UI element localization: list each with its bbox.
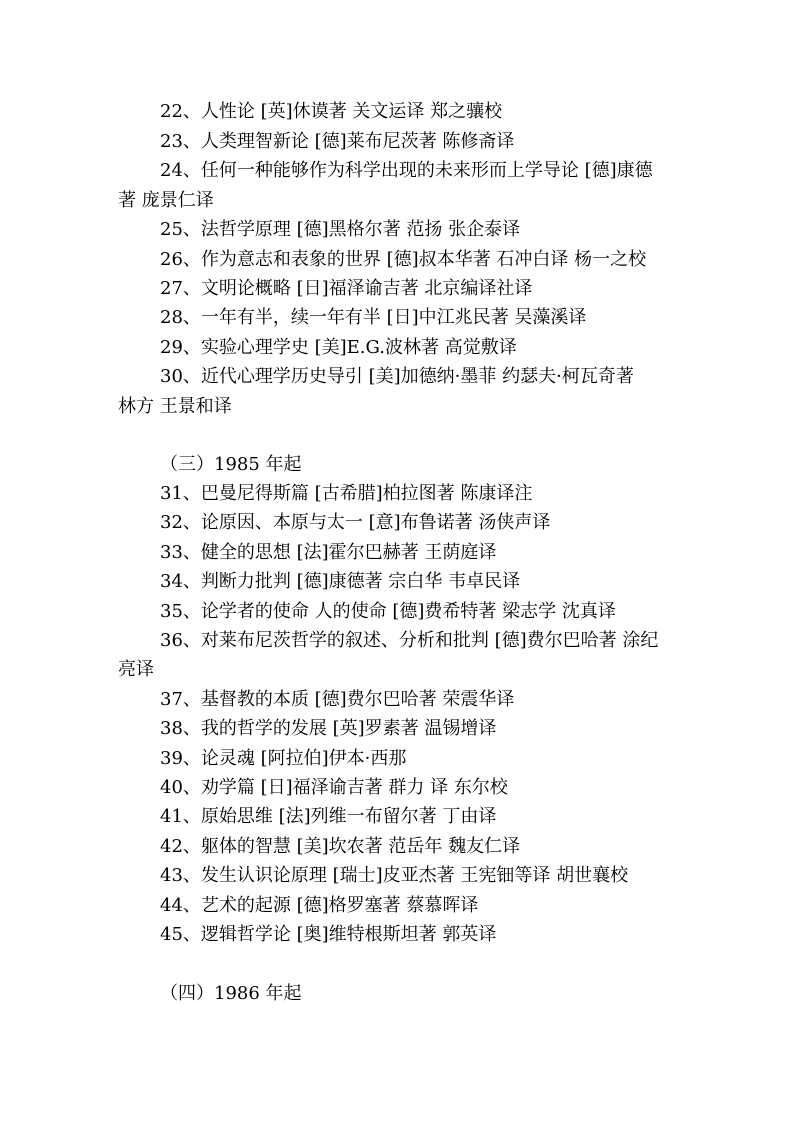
section-heading: （四）1986 年起 xyxy=(160,983,302,1004)
list-item: 39、论灵魂 [阿拉伯]伊本·西那 xyxy=(160,748,407,769)
list-item: 32、论原因、本原与太一 [意]布鲁诺著 汤侠声译 xyxy=(160,512,551,533)
list-item: 37、基督教的本质 [德]费尔巴哈著 荣震华译 xyxy=(160,689,515,710)
list-item: 43、发生认识论原理 [瑞士]皮亚杰著 王宪钿等译 胡世襄校 xyxy=(160,865,629,886)
list-item: 42、躯体的智慧 [美]坎农著 范岳年 魏友仁译 xyxy=(160,836,521,857)
list-item: 25、法哲学原理 [德]黑格尔著 范扬 张企泰译 xyxy=(160,219,521,240)
list-item: 24、任何一种能够作为科学出现的未来形而上学导论 [德]康德 xyxy=(160,160,653,181)
list-item: 45、逻辑哲学论 [奥]维特根斯坦著 郭英译 xyxy=(160,924,497,945)
list-item: 36、对莱布尼茨哲学的叙述、分析和批判 [德]费尔巴哈著 涂纪 xyxy=(160,630,659,651)
list-item: 28、一年有半，续一年有半 [日]中江兆民著 吴藻溪译 xyxy=(160,307,587,328)
list-item: 33、健全的思想 [法]霍尔巴赫著 王荫庭译 xyxy=(160,542,497,563)
list-item: 29、实验心理学史 [美]E.G.波林著 高觉敷译 xyxy=(160,337,517,358)
list-item: 30、近代心理学历史导引 [美]加德纳·墨菲 约瑟夫·柯瓦奇著 xyxy=(160,366,634,387)
list-item: 44、艺术的起源 [德]格罗塞著 蔡慕晖译 xyxy=(160,895,479,916)
list-item: 27、文明论概略 [日]福泽谕吉著 北京编译社译 xyxy=(160,278,533,299)
list-item-continuation: 亮译 xyxy=(118,659,154,680)
list-item: 41、原始思维 [法]列维一布留尔著 丁由译 xyxy=(160,806,497,827)
list-item-continuation: 林方 王景和译 xyxy=(118,396,232,417)
section-heading: （三）1985 年起 xyxy=(160,454,302,475)
list-item: 40、劝学篇 [日]福泽谕吉著 群力 译 东尔校 xyxy=(160,777,508,798)
list-item-continuation: 著 庞景仁译 xyxy=(118,190,214,211)
list-item: 22、人性论 [英]休谟著 关文运译 郑之骧校 xyxy=(160,101,503,122)
list-item: 34、判断力批判 [德]康德著 宗白华 韦卓民译 xyxy=(160,571,521,592)
list-item: 23、人类理智新论 [德]莱布尼茨著 陈修斋译 xyxy=(160,131,515,152)
list-item: 31、巴曼尼得斯篇 [古希腊]柏拉图著 陈康译注 xyxy=(160,483,533,504)
list-item: 26、作为意志和表象的世界 [德]叔本华著 石冲白译 杨一之校 xyxy=(160,249,647,270)
list-item: 38、我的哲学的发展 [英]罗素著 温锡增译 xyxy=(160,718,497,739)
list-item: 35、论学者的使命 人的使命 [德]费希特著 梁志学 沈真译 xyxy=(160,601,616,622)
